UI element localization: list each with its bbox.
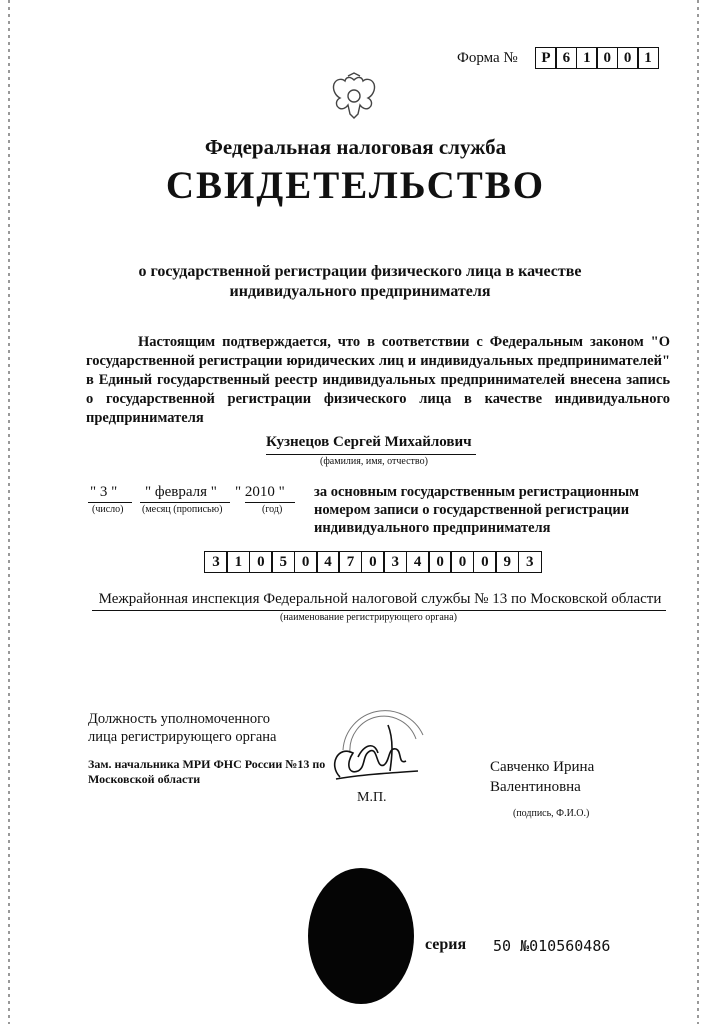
redacted-seal [308, 868, 414, 1004]
year-underline [245, 502, 295, 503]
registration-digit-box: 1 [226, 551, 250, 573]
document-subtitle: о государственной регистрации физического лица в качестве индивидуального предпринимателя [138, 263, 582, 300]
certification-text [86, 333, 670, 428]
month-caption: (месяц (прописью) [142, 504, 223, 515]
person-name-underline [266, 454, 476, 455]
signatory-name: Савченко Ирина Валентиновна [490, 759, 595, 795]
registration-digit-box: 0 [294, 551, 318, 573]
form-code-boxes [535, 47, 657, 69]
registration-digit-box: 3 [383, 551, 407, 573]
form-code-box: 1 [576, 47, 598, 69]
registration-digit-box: 0 [361, 551, 385, 573]
authority-underline [92, 610, 666, 611]
registration-digit-box: 9 [495, 551, 519, 573]
registration-day: " 3 " [90, 484, 118, 500]
registering-authority: Межрайонная инспекция Федеральной налоговой службы № 13 по Московской области [98, 591, 662, 607]
stamp-place-label: М.П. [357, 790, 387, 805]
registration-year: " 2010 " [235, 484, 285, 500]
day-caption: (число) [92, 504, 124, 515]
registration-digit-box: 0 [428, 551, 452, 573]
registration-digit-box: 0 [249, 551, 273, 573]
official-position: Зам. начальника МРИ ФНС России №13 по Московской области [88, 757, 326, 786]
authority-caption: (наименование регистрирующего органа) [280, 612, 457, 623]
person-name: Кузнецов Сергей Михайлович [266, 434, 472, 450]
certification-text-content: Настоящим подтверждается, что в соответствии с Федеральным законом "О государственной регистрации юридических лиц и индивидуальных предпринимателей" в Единый государственный реестр индивидуальных предпринимателей внесена запись о государственной регистрации физического лица в качестве индивидуального предпринимателя [86, 334, 670, 426]
coat-of-arms-emblem-icon [326, 72, 382, 127]
form-label: Форма № [457, 50, 518, 66]
registration-number-boxes [204, 551, 540, 573]
form-code-box: 6 [555, 47, 577, 69]
day-underline [88, 502, 132, 503]
form-code-box: 1 [637, 47, 659, 69]
form-code-box: 0 [617, 47, 639, 69]
registration-digit-box: 3 [518, 551, 542, 573]
registration-digit-box: 3 [204, 551, 228, 573]
signature-caption: (подпись, Ф.И.О.) [513, 808, 590, 819]
form-code-box: Р [535, 47, 557, 69]
form-code-box: 0 [596, 47, 618, 69]
person-name-caption: (фамилия, имя, отчество) [320, 456, 428, 467]
registration-digit-box: 4 [316, 551, 340, 573]
registration-digit-box: 7 [338, 551, 362, 573]
document-title: СВИДЕТЕЛЬСТВО [165, 164, 546, 207]
registration-digit-box: 4 [406, 551, 430, 573]
registration-text: за основным государственным регистрационным номером записи о государственной регистрации индивидуального предпринимателя [314, 484, 640, 536]
registration-digit-box: 5 [271, 551, 295, 573]
position-label: Должность уполномоченного лица регистрирующего органа [88, 711, 277, 745]
registration-month: " февраля " [145, 484, 217, 500]
month-underline [140, 502, 230, 503]
year-caption: (год) [262, 504, 283, 515]
serial-number: 50 №010560486 [493, 937, 611, 955]
agency-name: Федеральная налоговая служба [204, 135, 507, 159]
serial-label: серия [425, 936, 467, 953]
registration-digit-box: 0 [473, 551, 497, 573]
registration-digit-box: 0 [450, 551, 474, 573]
